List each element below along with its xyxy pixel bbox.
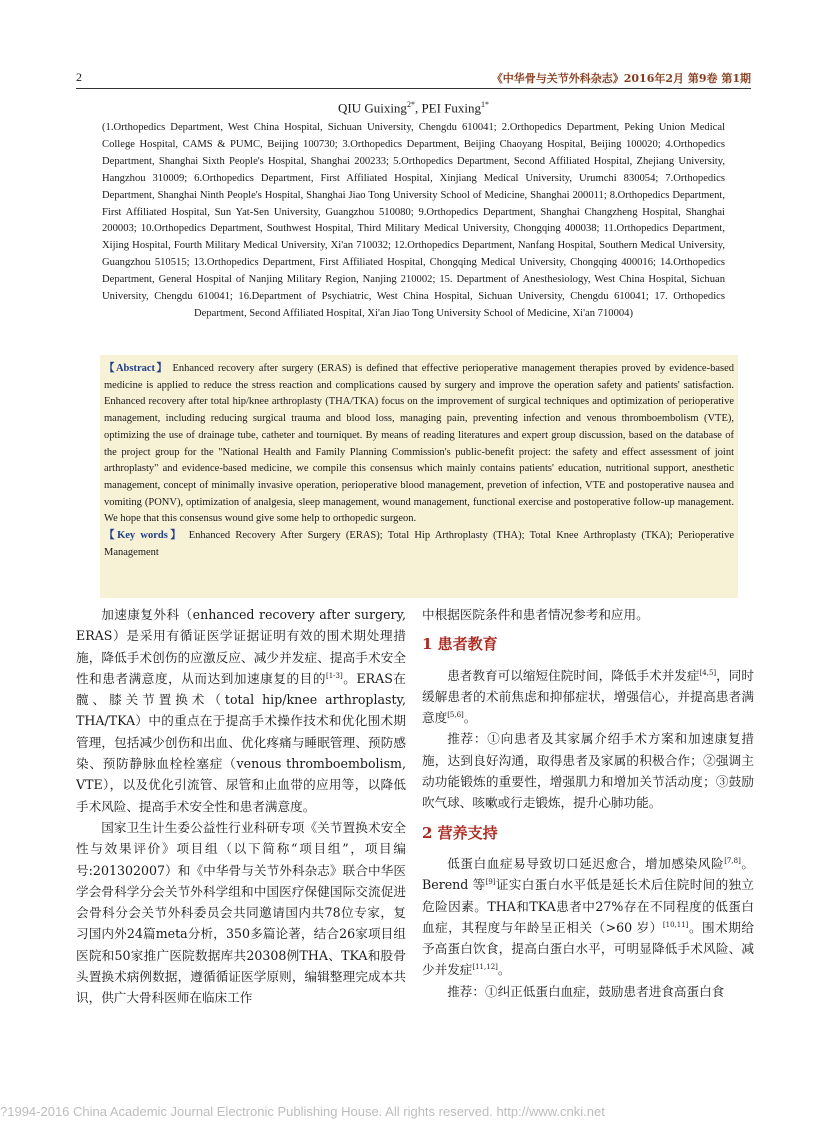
keywords-label: 【Key words】 xyxy=(104,530,184,542)
citation: [4,5] xyxy=(699,668,717,677)
s2-text-c: 证实白蛋白水平低是延长术后住院时间的独立危险因素。THA和TKA患者中27%存在不同程度的低蛋白血症，其程度与年龄呈正相关（>60 岁） xyxy=(422,877,755,935)
intro-text-b: 。ERAS在髋、膝关节置换术（total hip/knee arthroplasty, THA/TKA）中的重点在于提高手术操作技术和优化围术期管理，包括减少创伤和出血、优化疼痛与睡眠管理、预防感染、预防静脉血栓栓塞症（venous thromboembolism, VTE），以及优化引流管、尿管和止血带的应用等，以降低手术风险、提高手术安全性和患者满意度。 xyxy=(76,670,406,814)
keywords xyxy=(104,528,734,561)
intro-continuation: 中根据医院条件和患者情况参考和应用。 xyxy=(422,607,649,622)
citation: [1-3] xyxy=(325,671,343,680)
section1-paragraph-1 xyxy=(422,665,754,729)
s2-text-b: 。Berend 等 xyxy=(422,855,755,893)
page-number: 2 xyxy=(76,70,82,84)
abstract xyxy=(104,361,734,528)
s1-text-a: 患者教育可以缩短住院时间，降低手术并发症 xyxy=(447,667,700,683)
section1-recommendation: 推荐：①向患者及其家属介绍手术方案和加速康复措施，达到良好沟通，取得患者及家属的积极合作；②强调主动功能锻炼的重要性，增强肌力和增加关节活动度；③鼓励吹气球、咳嗽或行走锻炼，提升心肺功能。 xyxy=(422,731,754,811)
author-2-affil: 1* xyxy=(481,100,490,109)
author-2: , PEI Fuxing xyxy=(414,100,482,116)
intro-paragraph-2: 国家卫生计生委公益性行业科研专项《关节置换术安全性与效果评价》项目组（以下简称“项目组”，项目编号:201302007）和《中华骨与关节外科杂志》联合中华医学会骨科学分会关节外科学组和中国医疗保健国际交流促进会骨科分会关节外科委员会共同邀请国内共78位专家，复习国内外24篇meta分析，350多篇论著，结合26家项目组医院和50家推广医院数据库共20308例THA、TKA和股骨头置换术病例数据，遵循循证医学原则，编辑整理完成本共识，供广大骨科医师在临床工作 xyxy=(76,819,406,1006)
citation: [11,12] xyxy=(472,963,498,972)
intro-paragraph-1 xyxy=(76,604,406,817)
s2-text-d: 。围术期给予高蛋白饮食，提高白蛋白水平，可明显降低手术风险、减少并发症 xyxy=(422,919,754,978)
section-heading-nutrition: 2 营养支持 xyxy=(422,823,498,842)
header-rule xyxy=(76,88,751,89)
s2-text-e: 。 xyxy=(497,962,511,978)
abstract-label: 【Abstract】 xyxy=(104,363,169,374)
intro-text-a: 加速康复外科（enhanced recovery after surgery, ERAS）是采用有循证医学证据证明有效的围术期处理措施，降低手术创伤的应激反应、减少并发症、提高手术安全性和患者满意度，从而达到加速康复的目的 xyxy=(76,607,406,686)
journal-header: 《中华骨与关节外科杂志》2016年2月 第9卷 第1期 xyxy=(491,72,751,85)
author-1-affil: 2* xyxy=(406,100,415,109)
citation: [7,8] xyxy=(724,856,741,865)
keywords-text: Enhanced Recovery After Surgery (ERAS); Total Hip Arthroplasty (THA); Total Knee Arthroplasty (TKA); Perioperative Management xyxy=(104,530,735,558)
s1-text-b: ，同时缓解患者的术前焦虑和抑郁症状，增强信心，并提高患者满意度 xyxy=(422,667,755,726)
left-column xyxy=(76,604,406,1009)
affiliations: (1.Orthopedics Department, West China Hospital, Sichuan University, Chengdu 610041; 2.Orthopedics Department, Peking Union Medical College Hospital, CAMS & PUMC, Beijing 100730; 3.Orthopedics Department, Beijing Chaoyang Hospital, Beijing 100020; 4.Orthopedics Department, Shanghai Sixth People's Hospital, Shanghai 200233; 5.Orthopedics Department, Second Affiliated Hospital, Zhejiang University, Hangzhou 310009; 6.Orthopedics Department, First Affiliated Hospital, Xinjiang Medical University, Urumchi 830054; 7.Orthopedics Department, Shanghai Ninth People's Hospital, Shanghai Jiao Tong University School of Medicine, Shanghai 200011; 8.Orthopedics Department, First Affiliated Hospital, Sun Yat-Sen University, Guangzhou 510080; 9.Orthopedics Department, Shanghai Changzheng Hospital, Shanghai 200003; 10.Orthopedics Department, Southwest Hospital, Third Military Medical University, Chongqing 400038; 11.Orthopedics Department, Xijing Hospital, Fourth Military Medical University, Xi'an 710032; 12.Orthopedics Department, Nanfang Hospital, Southern Medical University, Guangzhou 510515; 13.Orthopedics Department, First Affiliated Hospital, Chongqing Medical University, Chongqing 400016; 14.Orthopedics Department, General Hospital of Nanjing Military Region, Nanjing 210002; 15. Department of Anesthesiology, West China Hospital, Sichuan University, Chengdu 610041; 16.Department of Psychiatric, West China Hospital, Sichuan University, Chengdu 610041; 17. Orthopedics Department, Second Affiliated Hospital, Xi'an Jiao Tong University School of Medicine, Xi'an 710004) xyxy=(102,122,725,319)
section2-paragraph-1 xyxy=(422,853,754,981)
citation: [5,6] xyxy=(447,711,464,719)
s2-text-a: 低蛋白血症易导致切口延迟愈合，增加感染风险 xyxy=(447,855,725,871)
s1-text-c: 。 xyxy=(463,710,477,726)
section2-recommendation: 推荐：①纠正低蛋白血症，鼓励患者进食高蛋白食 xyxy=(447,983,725,999)
abstract-box xyxy=(100,355,738,598)
abstract-text: Enhanced recovery after surgery (ERAS) is defined that effective perioperative management therapies proved by evidence-based medicine is applied to reduce the stress reaction and complications caused by surgery and improve the operation safety and patients' satisfaction. Enhanced recovery after total hip/knee arthroplasty (THA/TKA) focus on the improvement of surgical techniques and optimization of perioperative management, including reducing surgical trauma and blood loss, managing pain, preventing infection and venous thromboembolism (VTE), optimizing the use of drainage tube, catheter and tourniquet. By means of reading literatures and expert group discussion, based on the database of the project group for the "National Health and Family Planning Commission's public-benefit project: the safety and effect assessment of joint arthroplasty" and evidence-based medicine, we compile this consensus which mainly contains patients' education, nutritional support, anesthetic management, concept of minimally invasive operation, perioperative blood management, prevetion of infection, VTE and postoperative nausea and vomiting (PONV), optimization of analgesia, sleep management, wound management, functional exercise and postoperative follow-up management. We hope that this consensus wound give some help to orthopedic surgeon. xyxy=(104,363,735,525)
citation: [9] xyxy=(485,878,496,887)
copyright-footer: ?1994-2016 China Academic Journal Electronic Publishing House. All rights reserved. http://www.cnki.net xyxy=(0,1104,605,1119)
author-1: QIU Guixing xyxy=(337,100,407,116)
citation: [10,11] xyxy=(662,920,689,929)
right-column xyxy=(422,604,754,1002)
authors-line xyxy=(76,100,751,116)
section-heading-patient-education: 1 患者教育 xyxy=(422,635,498,654)
